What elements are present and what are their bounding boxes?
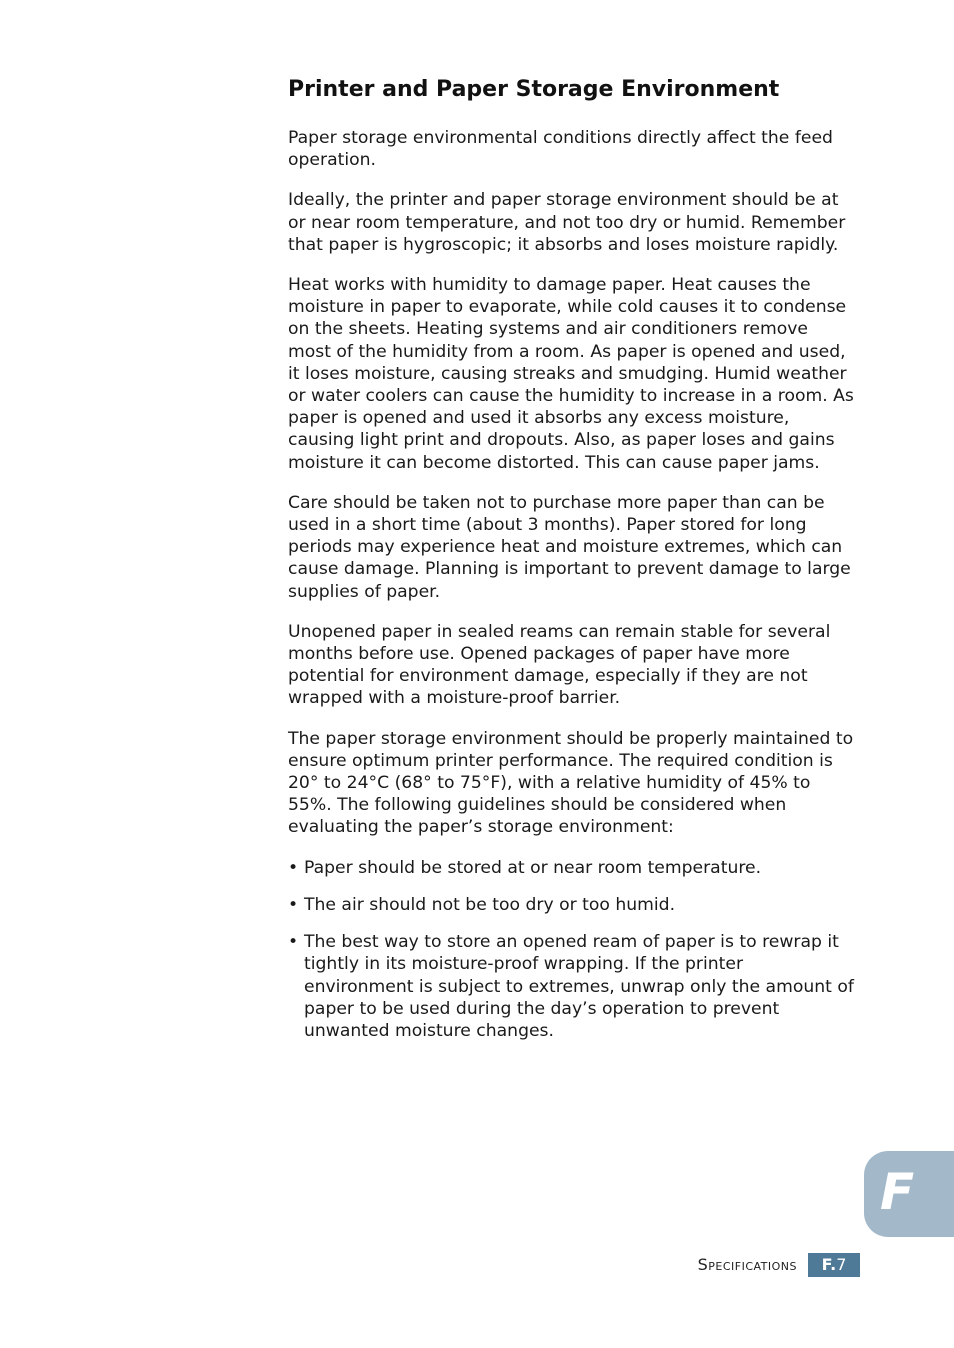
list-item: [288, 894, 854, 916]
page-heading: Printer and Paper Storage Environment: [288, 77, 780, 102]
paragraph-required-condition: The paper storage environment should be properly maintained to ensure optimum printer performance. The required condition is 20° to 24°C (68° to 75°F), with a relative humidity of 45% to 55%. The following guidelines should be considered when evaluating the paper’s storage environment:: [288, 728, 854, 838]
page-footer: [640, 1253, 860, 1278]
footer-section-label: Specifications: [697, 1255, 797, 1274]
page-section: F.: [821, 1255, 837, 1274]
list-item: [288, 857, 854, 879]
paragraph-room-temperature: Ideally, the printer and paper storage environment should be at or near room temperature, and not too dry or humid. Remember that paper is hygroscopic; it absorbs and loses moisture rapidly.: [288, 190, 846, 255]
bullet-icon: •: [288, 932, 299, 953]
bullet-icon: •: [288, 857, 299, 878]
list-item-text: The best way to store an opened ream of paper is to rewrap it tightly in its moisture-proof wrapping. If the printer environment is subject to extremes, unwrap only the amount of paper to be used during the day’s operation to prevent unwanted moisture changes.: [304, 932, 854, 1041]
paragraph-purchase-care: Care should be taken not to purchase more paper than can be used in a short time (about 3 months). Paper stored for long periods may experience heat and moisture extremes, which can cause damage. Planning is important to prevent damage to large supplies of paper.: [288, 492, 851, 602]
paragraph-heat-humidity: Heat works with humidity to damage paper. Heat causes the moisture in paper to evaporate, while cold causes it to condense on the sheets. Heating systems and air conditioners remove most of the humidity from a room. As paper is opened and used, it loses moisture, causing streaks and smudging. Humid weather or water coolers can cause the humidity to increase in a room. As paper is opened and used it absorbs any excess moisture, causing light print and dropouts. Also, as paper loses and gains moisture it can become distorted. This can cause paper jams.: [288, 275, 854, 473]
page-number: 7: [836, 1255, 847, 1274]
guidelines-list: [288, 857, 854, 1042]
paragraph-feed-operation: Paper storage environmental conditions directly affect the feed operation.: [288, 128, 833, 171]
chapter-tab: [864, 1151, 954, 1237]
list-item-text: Paper should be stored at or near room temperature.: [304, 857, 762, 878]
paragraph-unopened-paper: Unopened paper in sealed reams can remain stable for several months before use. Opened packages of paper have more potential for environment damage, especially if they are not wrapped with a moisture-proof barrier.: [288, 621, 831, 709]
page-number-box: [808, 1253, 860, 1277]
list-item-text: The air should not be too dry or too humid.: [304, 894, 676, 915]
bullet-icon: •: [288, 894, 299, 915]
chapter-letter: F: [880, 1163, 915, 1221]
main-content: [288, 74, 854, 1057]
list-item: [288, 931, 854, 1042]
